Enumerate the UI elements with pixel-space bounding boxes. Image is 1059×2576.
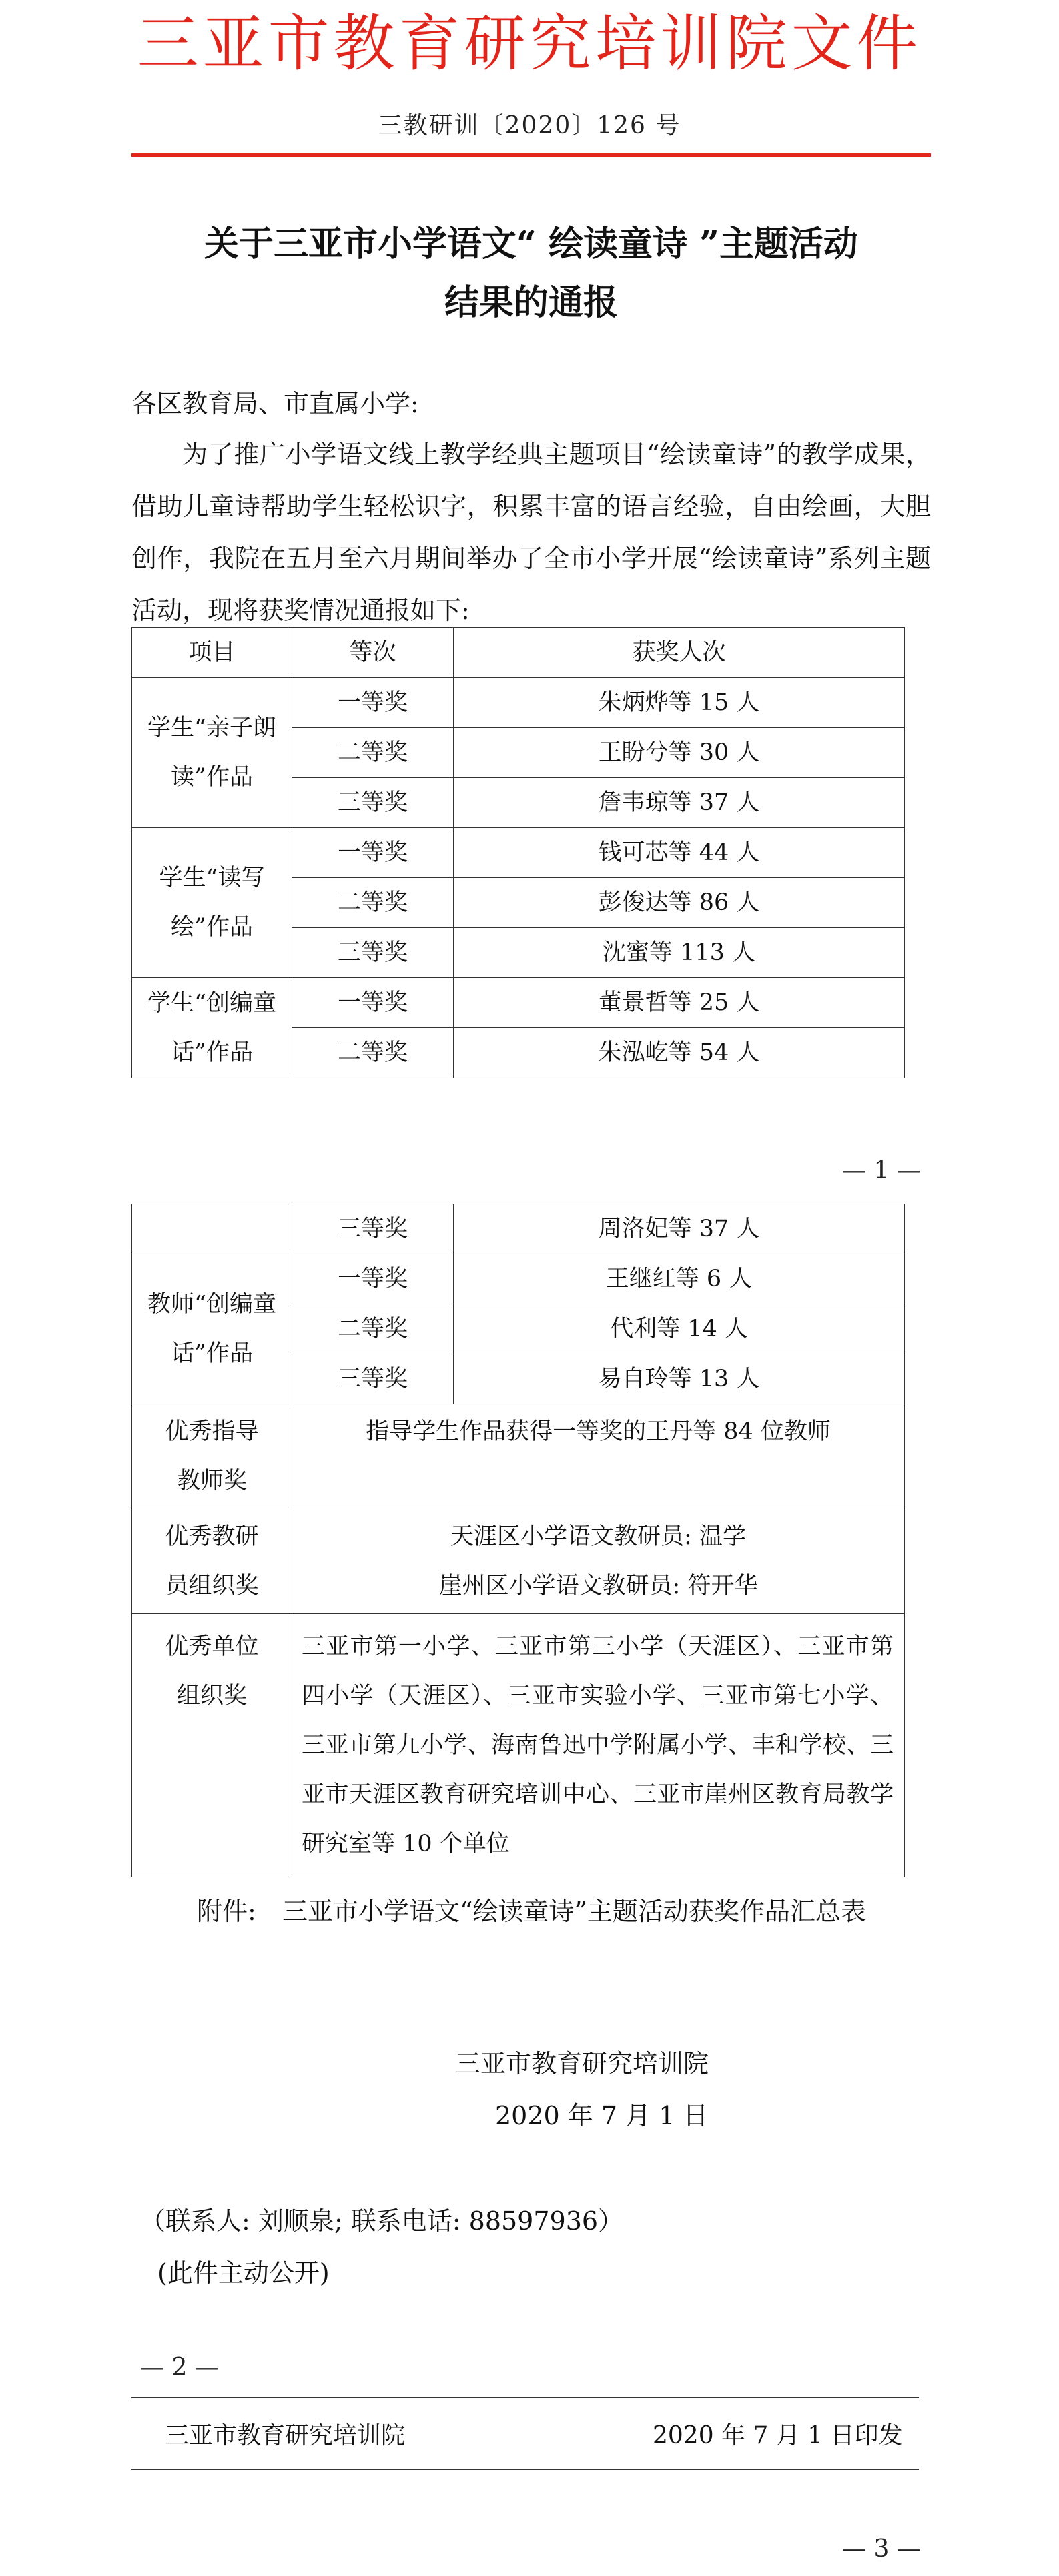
table-row bbox=[132, 978, 905, 1028]
contact-info: （联系人: 刘顺泉; 联系电话: 88597936） bbox=[140, 2206, 624, 2236]
winners-cell: 彭俊达等 86 人 bbox=[454, 878, 905, 928]
rank-cell: 一等奖 bbox=[292, 828, 454, 878]
group-label: 优秀单位组织奖 bbox=[132, 1614, 292, 1877]
footer-date: 2020 年 7 月 1 日印发 bbox=[653, 2422, 903, 2449]
footer-top-rule bbox=[131, 2397, 919, 2398]
group-label: 优秀教研员组织奖 bbox=[132, 1509, 292, 1614]
table-row bbox=[132, 678, 905, 728]
winners-cell: 朱炳烨等 15 人 bbox=[454, 678, 905, 728]
body-paragraph: 为了推广小学语文线上教学经典主题项目“绘读童诗”的教学成果，借助儿童诗帮助学生轻松识字，积累丰富的语言经验，自由绘画，大胆创作，我院在五月至六月期间举办了全市小学开展“绘读童诗”系列主题活动，现将获奖情况通报如下: bbox=[131, 440, 931, 625]
winners-cell: 董景哲等 25 人 bbox=[454, 978, 905, 1028]
winners-cell: 钱可芯等 44 人 bbox=[454, 828, 905, 878]
footer-org: 三亚市教育研究培训院 bbox=[165, 2422, 406, 2449]
header-project: 项目 bbox=[132, 628, 292, 678]
group-label: 优秀指导教师奖 bbox=[132, 1404, 292, 1509]
attachment-text: 三亚市小学语文“绘读童诗”主题活动获奖作品汇总表 bbox=[282, 1897, 866, 1926]
rank-cell: 二等奖 bbox=[292, 1304, 454, 1354]
empty-cell bbox=[132, 1204, 292, 1254]
researcher-award-cell bbox=[292, 1509, 905, 1614]
winners-cell: 易自玲等 13 人 bbox=[454, 1354, 905, 1404]
rank-cell: 二等奖 bbox=[292, 878, 454, 928]
rank-cell: 一等奖 bbox=[292, 678, 454, 728]
red-divider bbox=[131, 153, 931, 157]
winners-cell: 代利等 14 人 bbox=[454, 1304, 905, 1354]
awards-table-page1 bbox=[131, 627, 905, 1078]
table-row bbox=[132, 1404, 905, 1509]
rank-cell: 三等奖 bbox=[292, 778, 454, 828]
document-number: 三教研训〔2020〕126 号 bbox=[378, 112, 681, 139]
org-title: 三亚市教育研究培训院文件 bbox=[137, 8, 922, 79]
attachment-label: 附件: bbox=[197, 1897, 256, 1926]
unit-award-cell: 三亚市第一小学、三亚市第三小学（天涯区）、三亚市第四小学（天涯区）、三亚市实验小学、三亚市第七小学、三亚市第九小学、海南鲁迅中学附属小学、丰和学校、三亚市天涯区教育研究培训中心、三亚市崖州区教育局教学研究室等 10 个单位 bbox=[292, 1614, 905, 1877]
winners-cell: 沈蜜等 113 人 bbox=[454, 928, 905, 978]
table-row bbox=[132, 828, 905, 878]
rank-cell: 三等奖 bbox=[292, 1354, 454, 1404]
researcher-line: 天涯区小学语文教研员: 温学 bbox=[450, 1523, 746, 1550]
winners-cell: 朱泓屹等 54 人 bbox=[454, 1028, 905, 1078]
table-row bbox=[132, 1614, 905, 1877]
page-number-1: — 1 — bbox=[842, 1157, 921, 1184]
header-winners: 获奖人次 bbox=[454, 628, 905, 678]
table-header-row bbox=[132, 628, 905, 678]
winners-cell: 詹韦琼等 37 人 bbox=[454, 778, 905, 828]
page-number-3: — 3 — bbox=[842, 2535, 921, 2563]
rank-cell: 一等奖 bbox=[292, 1254, 454, 1304]
footer-bottom-rule bbox=[131, 2469, 919, 2470]
salutation: 各区教育局、市直属小学: bbox=[131, 389, 419, 418]
page-number-2: — 2 — bbox=[140, 2354, 219, 2381]
awards-table-page2 bbox=[131, 1204, 905, 1877]
rank-cell: 三等奖 bbox=[292, 928, 454, 978]
group-label: 学生“读写绘”作品 bbox=[132, 828, 292, 978]
winners-cell: 王盼兮等 30 人 bbox=[454, 728, 905, 778]
signature-date: 2020 年 7 月 1 日 bbox=[495, 2101, 709, 2130]
table-row bbox=[132, 1509, 905, 1614]
rank-cell: 二等奖 bbox=[292, 1028, 454, 1078]
document-title-line1: 关于三亚市小学语文“ 绘读童诗 ”主题活动 bbox=[204, 224, 859, 264]
rank-cell: 三等奖 bbox=[292, 1204, 454, 1254]
rank-cell: 二等奖 bbox=[292, 728, 454, 778]
signature-org: 三亚市教育研究培训院 bbox=[455, 2049, 709, 2078]
table-row bbox=[132, 1204, 905, 1254]
group-label: 教师“创编童话”作品 bbox=[132, 1254, 292, 1404]
header-rank: 等次 bbox=[292, 628, 454, 678]
researcher-line: 崖州区小学语文教研员: 符开华 bbox=[438, 1573, 758, 1599]
winners-cell: 周洛妃等 37 人 bbox=[454, 1204, 905, 1254]
document-title-line2: 结果的通报 bbox=[444, 282, 618, 323]
table-row bbox=[132, 1254, 905, 1304]
instructor-award-cell: 指导学生作品获得一等奖的王丹等 84 位教师 bbox=[292, 1404, 905, 1509]
winners-cell: 王继红等 6 人 bbox=[454, 1254, 905, 1304]
group-label: 学生“亲子朗读”作品 bbox=[132, 678, 292, 828]
rank-cell: 一等奖 bbox=[292, 978, 454, 1028]
public-notice: (此件主动公开) bbox=[157, 2258, 330, 2288]
group-label: 学生“创编童话”作品 bbox=[132, 978, 292, 1078]
